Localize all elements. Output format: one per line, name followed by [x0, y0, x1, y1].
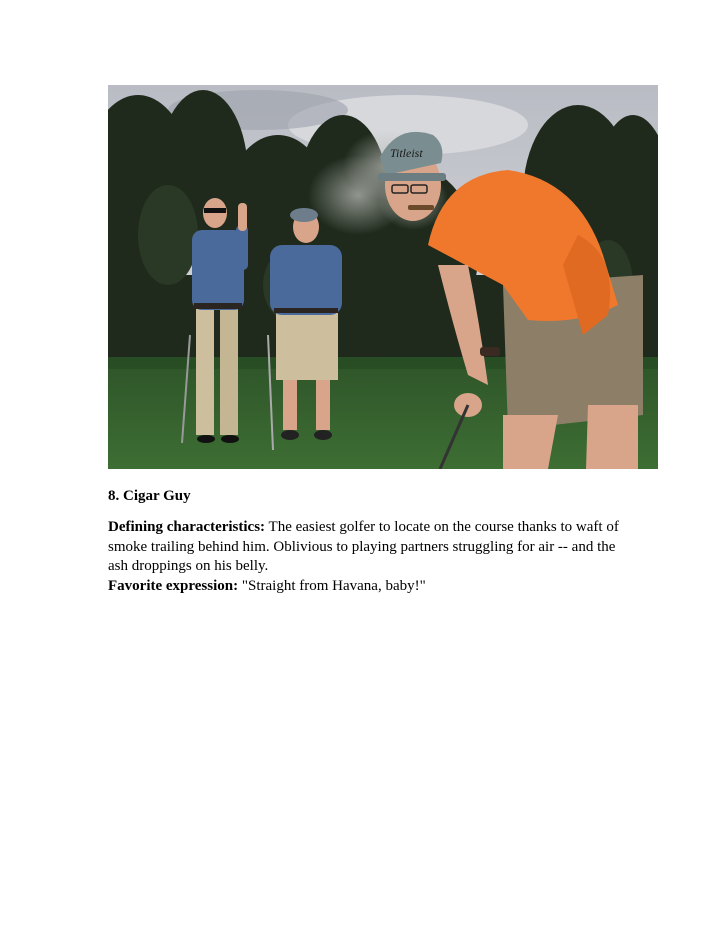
- golf-photo-illustration: [108, 85, 658, 469]
- golf-photo: [108, 85, 658, 469]
- cap-logo: Titleist: [390, 146, 423, 160]
- entry-heading: 8. Cigar Guy: [108, 488, 191, 504]
- entry-body: [108, 518, 628, 596]
- expression-paragraph: [108, 577, 628, 597]
- cigar: [408, 205, 434, 210]
- expression-label: Favorite expression:: [108, 577, 239, 594]
- characteristics-paragraph: [108, 518, 628, 577]
- characteristics-label: Defining characteristics:: [108, 519, 266, 535]
- expression-text: "Straight from Havana, baby!": [238, 577, 426, 594]
- characteristics-text: The easiest golfer to locate on the course thanks to waft of smoke trailing behind him. Oblivious to playing partners struggling for air -- and the ash droppings on his belly.: [108, 519, 619, 574]
